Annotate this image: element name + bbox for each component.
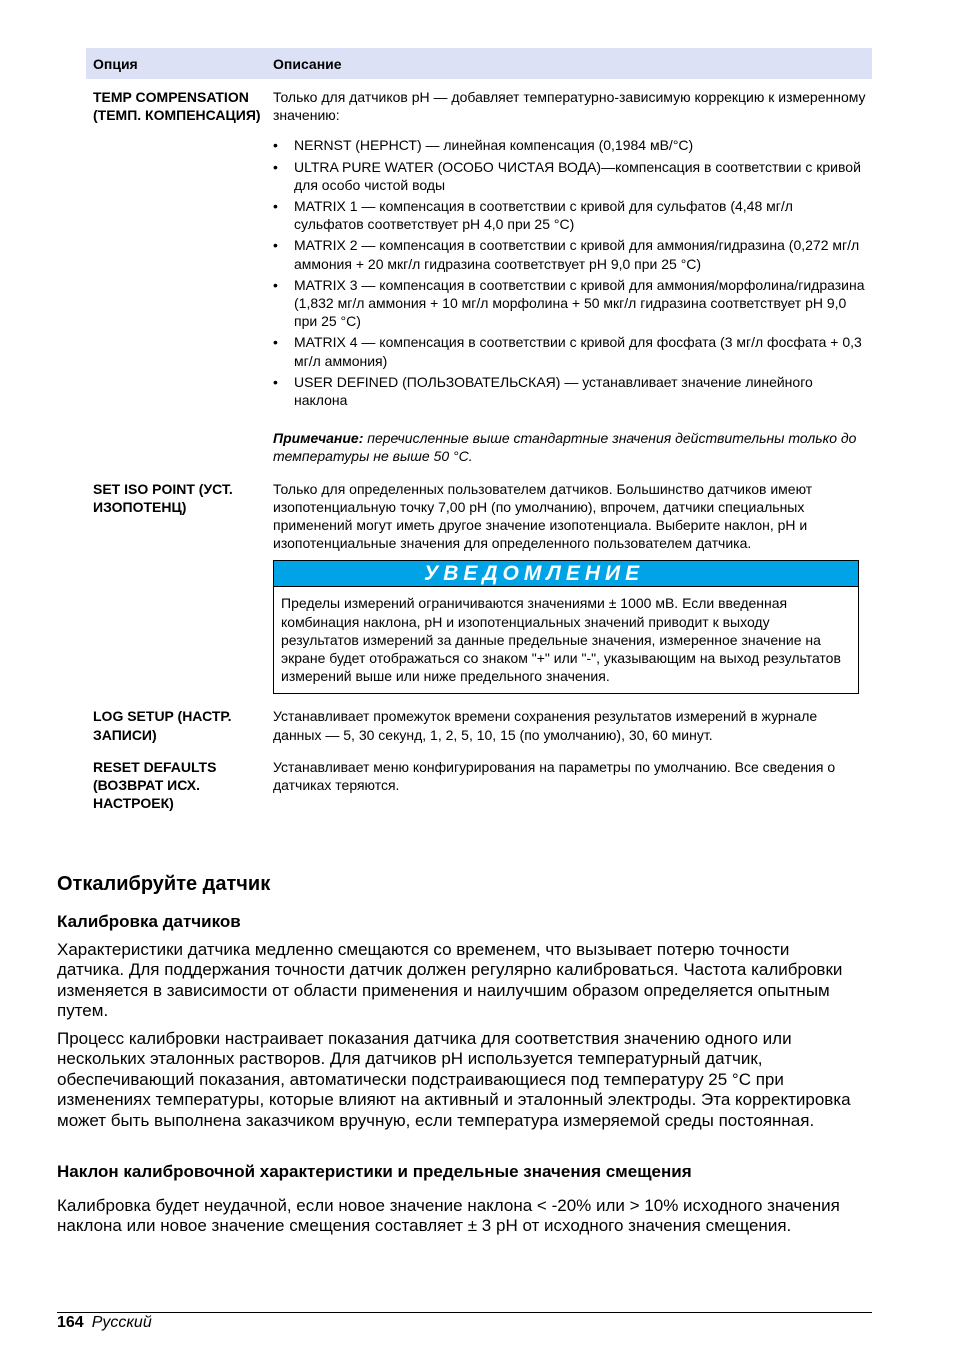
table-header <box>86 48 872 79</box>
table-row <box>86 88 872 466</box>
table-row <box>86 480 872 695</box>
option-description <box>273 88 872 466</box>
option-name: TEMP COMPENSATION (ТЕМП. КОМПЕНСАЦИЯ) <box>93 89 261 124</box>
paragraph: Характеристики датчика медленно смещаются со временем, что вызывает потерю точности датчика. Для поддержания точности датчик должен регулярно калиброваться. Частота калибровки изменяется в зависимости от области применения и наилучшим образом определяется опытным путем. <box>57 940 843 1021</box>
footer-divider <box>57 1312 872 1313</box>
page-footer <box>57 1313 152 1333</box>
list-item: • ULTRA PURE WATER (ОСОБО ЧИСТАЯ ВОДА)—компенсация в соответствии с кривой для особо чистой воды <box>273 158 866 194</box>
subsection-title: Наклон калибровочной характеристики и предельные значения смещения <box>57 1162 692 1181</box>
note-text: перечисленные выше стандартные значения действительны только до температуры не выше 50 °C. <box>273 430 857 465</box>
list-item: • MATRIX 2 — компенсация в соответствии с кривой для аммония/гидразина (0,272 мг/л аммония + 20 мкг/л гидразина соответствует pH 9,0 при 25 °C) <box>273 236 866 272</box>
option-description <box>273 480 872 695</box>
subsection-title: Калибровка датчиков <box>57 912 241 931</box>
notice-text: Пределы измерений ограничиваются значениями ± 1000 мВ. Если введенная комбинация наклона, pH и изопотенциальных значений приводит к выходу результатов измерений за данные предельные значения, измеренное значение на экране будет отображаться со знаком "+" или "-", указывающим на выход результатов измерений выше или ниже предельного значения. <box>281 595 841 685</box>
list-item: • NERNST (НЕРНСТ) — линейная компенсация (0,1984 мВ/°C) <box>273 136 866 154</box>
option-description: Устанавливает меню конфигурирования на параметры по умолчанию. Все сведения о датчиках теряются. <box>273 758 836 794</box>
notice-box <box>273 560 859 694</box>
list-item: • MATRIX 1 — компенсация в соответствии с кривой для сульфатов (4,48 мг/л сульфатов соответствует pH 4,0 при 25 °C) <box>273 197 866 233</box>
footer-language: Русский <box>91 1314 152 1331</box>
notice-title: УВЕДОМЛЕНИЕ <box>274 561 858 587</box>
header-description: Описание <box>273 55 342 72</box>
header-option: Опция <box>93 55 138 72</box>
list-item: • MATRIX 3 — компенсация в соответствии с кривой для аммония/морфолина/гидразина (1,832 мг/л аммония + 10 мг/л морфолина + 50 мкг/л гидразина соответствует pH 9,0 при 25 °C) <box>273 276 866 331</box>
options-table <box>86 48 872 813</box>
section-title: Откалибруйте датчик <box>57 873 271 895</box>
note <box>273 429 866 465</box>
list-item: • MATRIX 4 — компенсация в соответствии с кривой для фосфата (3 мг/л фосфата + 0,3 мг/л аммония) <box>273 333 866 369</box>
table-row <box>86 758 872 813</box>
option-name: SET ISO POINT (УСТ. ИЗОПОТЕНЦ) <box>93 480 233 515</box>
description-intro: Только для датчиков pH — добавляет температурно-зависимую коррекцию к измеренному значению: <box>273 89 866 124</box>
table-row <box>86 707 872 743</box>
list-item: • USER DEFINED (ПОЛЬЗОВАТЕЛЬСКАЯ) — устанавливает значение линейного наклона <box>273 373 866 409</box>
note-label: Примечание: <box>273 430 364 447</box>
paragraph: Калибровка будет неудачной, если новое значение наклона < -20% или > 10% исходного значения наклона или новое значение смещения составляет ± 3 pH от исходного значения смещения. <box>57 1196 840 1236</box>
option-description: Устанавливает промежуток времени сохранения результатов измерений в журнале данных — 5, 30 секунд, 1, 2, 5, 10, 15 (по умолчанию), 30, 60 минут. <box>273 708 818 743</box>
bullet-list <box>273 136 866 409</box>
description-text: Только для определенных пользователем датчиков. Большинство датчиков имеют изопотенциальную точку 7,00 pH (по умолчанию), впрочем, датчики специальных применений могут иметь другое значение изопотенциала. Выберите наклон, pH и изопотенциальные значения для определенного пользователем датчика. <box>273 480 813 552</box>
paragraph: Процесс калибровки настраивает показания датчика для соответствия значению одного или нескольких эталонных растворов. Для датчиков pH используется температурный датчик, обеспечивающий показания, автоматически подстраивающиеся под температуру 25 °C при изменениях температуры, которые влияют на активный и эталонный электроды. Эта корректировка может быть выполнена заказчиком вручную, если температура измеряемой среды постоянная. <box>57 1029 851 1130</box>
option-name: RESET DEFAULTS (ВОЗВРАТ ИСХ. НАСТРОЕК) <box>93 758 217 812</box>
page-number: 164 <box>57 1314 84 1331</box>
option-name: LOG SETUP (НАСТР. ЗАПИСИ) <box>93 708 232 743</box>
